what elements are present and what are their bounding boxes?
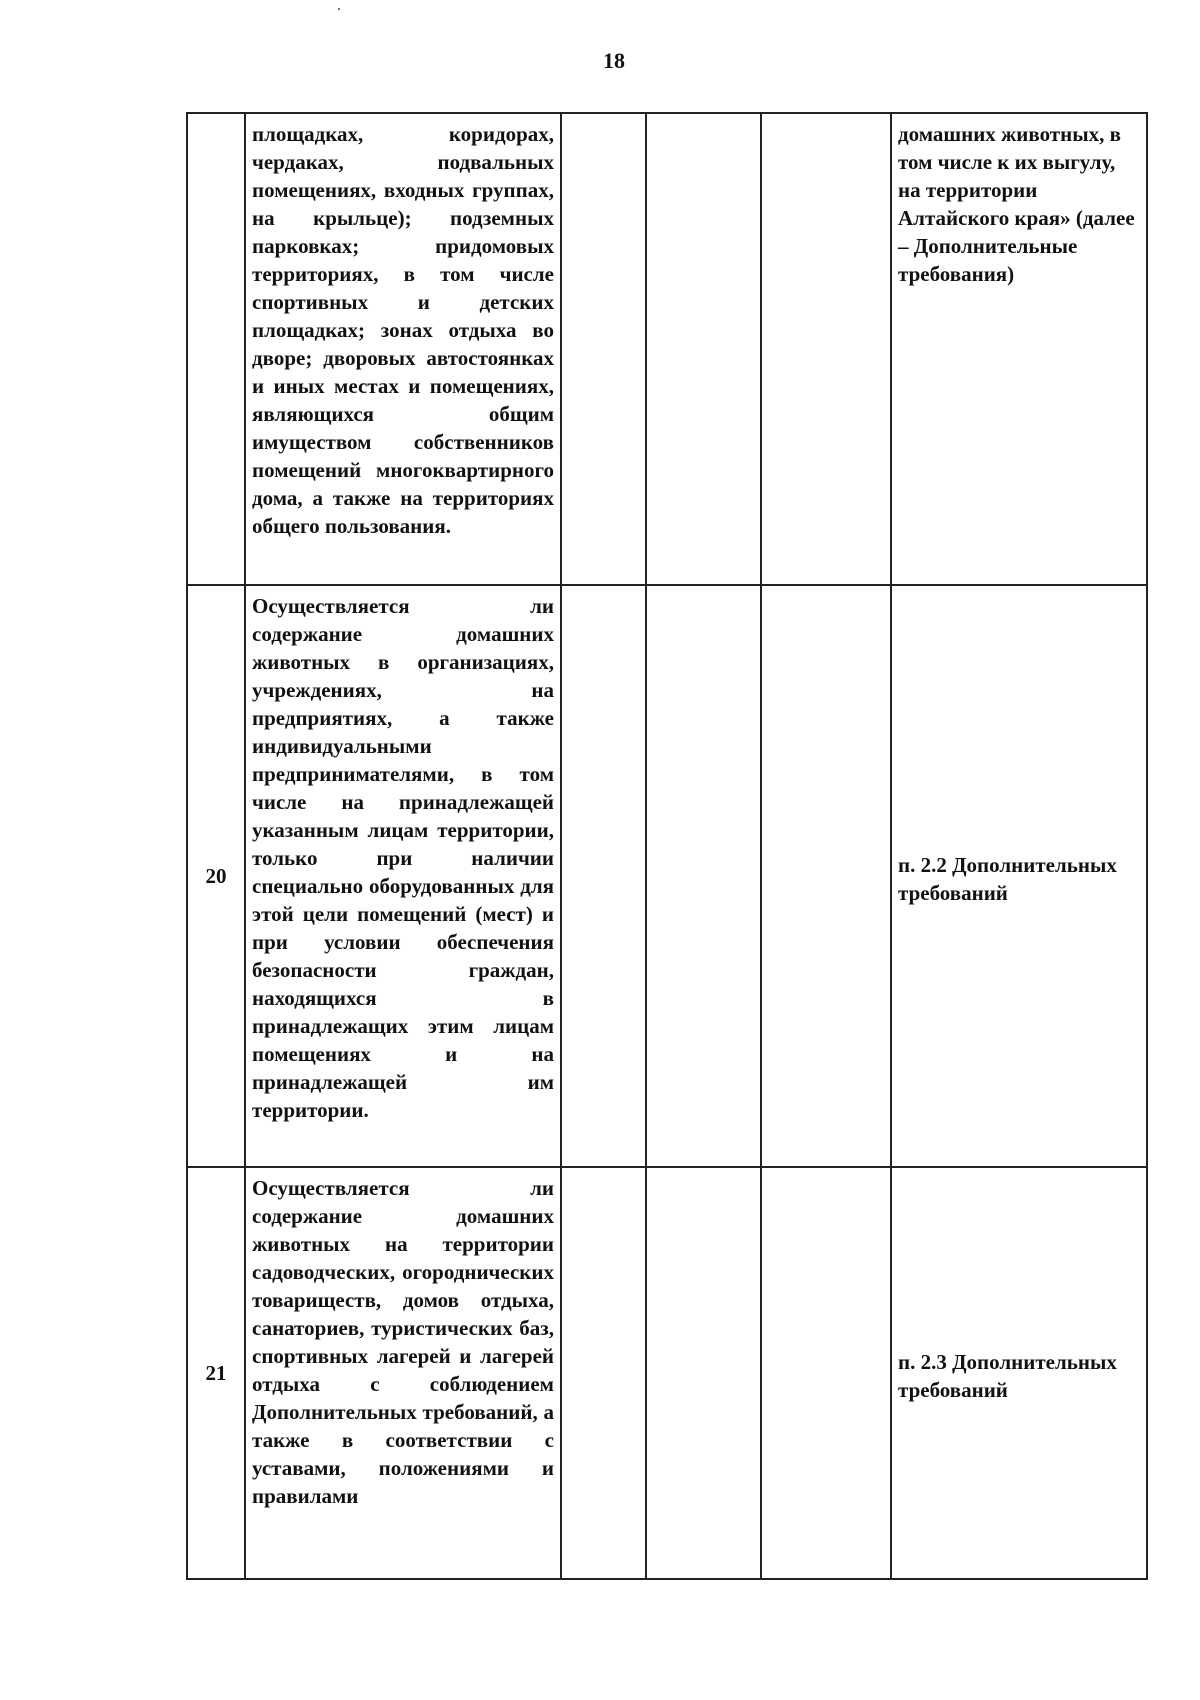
requirement-question-ending: общего пользования. — [252, 514, 451, 538]
answer-cell — [761, 1167, 891, 1579]
requirement-question-ending: территории. — [252, 1098, 369, 1122]
requirement-question-text: площадках, коридорах, чердаках, подвальных помещениях, входных группах, на крыльце); подземных парковках; придомовых территориях, в том числе спортивных и детских площадках; зонах отдыха во дворе; дворовых автостоянках и иных местах и помещениях, являющихся общим имуществом собственников помещений многоквартирного дома, а также на территориях — [252, 122, 554, 510]
requirement-question-cell — [245, 113, 561, 585]
answer-cell — [761, 585, 891, 1167]
table-row — [187, 585, 1147, 1167]
answer-cell — [561, 113, 646, 585]
page-number: 18 — [603, 48, 625, 73]
answer-cell — [561, 585, 646, 1167]
answer-cell — [761, 113, 891, 585]
requirement-question-text: Осуществляется ли содержание домашних животных на территории садоводческих, огороднических товариществ, домов отдыха, санаториев, туристических баз, спортивных лагерей и лагерей отдыха с соблюдением Дополнительных требований, а также в соответствии с уставами, положениями и правилами — [252, 1176, 554, 1508]
answer-cell — [646, 1167, 761, 1579]
row-number-cell: 21 — [187, 1167, 245, 1579]
row-number-cell — [187, 113, 245, 585]
answer-cell — [646, 585, 761, 1167]
legal-reference-cell: п. 2.3 Дополнительных требований — [891, 1167, 1147, 1579]
requirement-question-cell — [245, 1167, 561, 1579]
row-number-cell: 20 — [187, 585, 245, 1167]
legal-reference-cell: п. 2.2 Дополнительных требований — [891, 585, 1147, 1167]
checklist-table — [186, 112, 1148, 1580]
legal-reference-cell: домашних животных, в том числе к их выгулу, на территории Алтайского края» (далее – Дополнительные требования) — [891, 113, 1147, 585]
answer-cell — [561, 1167, 646, 1579]
scan-artifact — [338, 8, 340, 10]
requirement-question-text: Осуществляется ли содержание домашних животных в организациях, учреждениях, на предприятиях, а также индивидуальными предпринимателями, в том числе на принадлежащей указанным лицам территории, только при наличии специально оборудованных для этой цели помещений (мест) и при условии обеспечения безопасности граждан, находящихся в принадлежащих этим лицам помещениях и на принадлежащей им — [252, 594, 554, 1094]
table-row — [187, 113, 1147, 585]
answer-cell — [646, 113, 761, 585]
table-row — [187, 1167, 1147, 1579]
requirement-question-cell — [245, 585, 561, 1167]
